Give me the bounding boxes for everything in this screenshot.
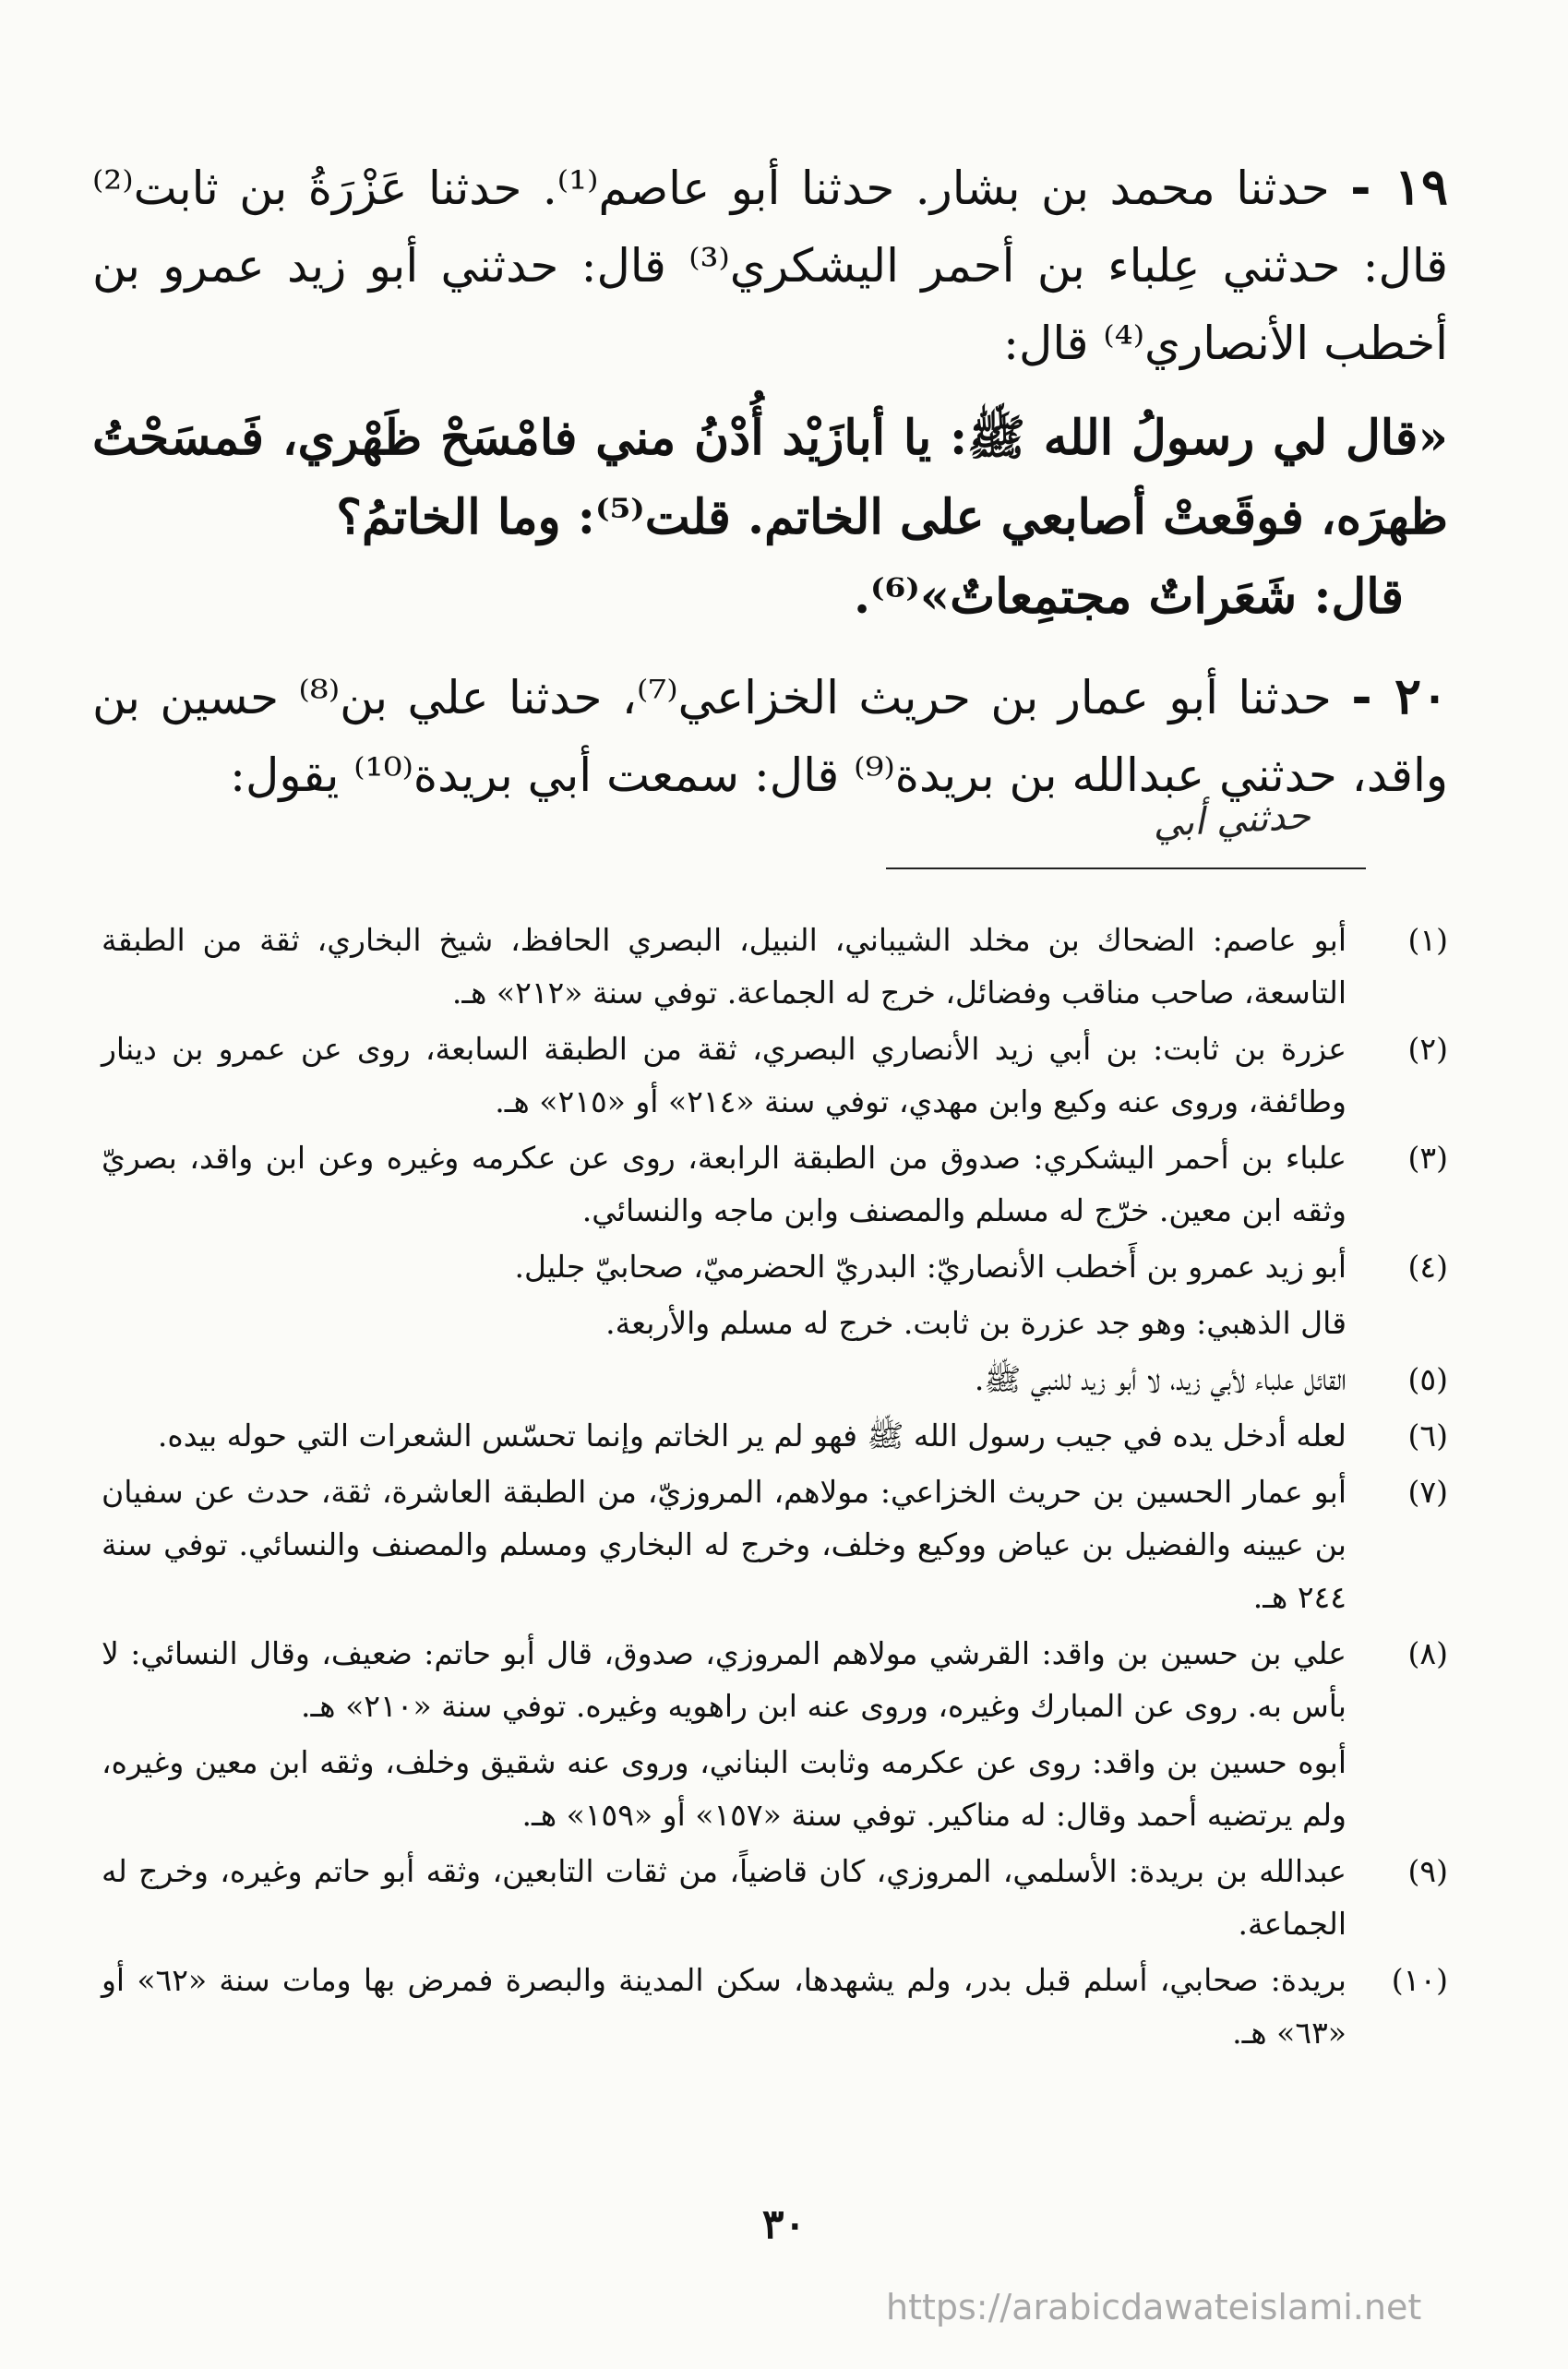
page-number: ٣٠ [761,2201,807,2248]
footnote [102,914,1448,1019]
watermark-url: https://arabicdawateislami.net [886,2287,1422,2327]
footnote-text: أبو عمار الحسين بن حريث الخزاعي: مولاهم، المروزيّ، من الطبقة العاشرة، ثقة، حدث عن سفيان بن عيينه والفضيل بن عياض ووكيع وخلف، وخرج له البخاري ومسلم والمصنف والنسائي. توفي سنة ٢٤٤ هـ. [102,1474,1347,1615]
footnote-number: (٨) [1407,1635,1448,1671]
footnote-number: (٣) [1407,1140,1448,1176]
footnote-text: القائل علباء لأبي زيد، لا أبو زيد للنبي ﷺ. [974,1361,1347,1397]
quote-end: قال: شَعَراتٌ مجتمِعاتٌ»⁽⁶⁾. [853,568,1404,625]
hadith-19 [92,148,1448,382]
footnote-number: (٥) [1407,1361,1448,1397]
hadith-text: حدثنا أبو عمار بن حريث الخزاعي⁽⁷⁾، حدثنا علي بن⁽⁸⁾ حسين بن واقد، حدثني عبدالله بن بريدة⁽⁹⁾ قال: سمعت أبي بريدة⁽¹⁰⁾ يقول: [92,671,1448,802]
footnote-continuation [102,1297,1448,1349]
hadith-number: ٢٠ - [1351,666,1448,725]
footnote [102,1409,1448,1462]
footnote [102,1023,1448,1128]
footnote-number: (٩) [1407,1853,1448,1889]
footnote-number: (١) [1407,922,1448,958]
footnote-number: (١٠) [1391,1962,1448,1998]
footnote-continuation [102,1736,1448,1841]
footnote-text: بريدة: صحابي، أسلم قبل بدر، ولم يشهدها، سكن المدينة والبصرة فمرض بها ومات سنة «٦٢» أو «٦٣» هـ. [102,1962,1347,2051]
footnote [102,1131,1448,1237]
footnote-text: أبو زيد عمرو بن أَخطب الأنصاريّ: البدريّ الحضرميّ، صحابيّ جليل. [514,1249,1347,1285]
footnote-text: قال الذهبي: وهو جد عزرة بن ثابت. خرج له مسلم والأربعة. [605,1305,1347,1341]
quote-text: «قال لي رسولُ الله ﷺ: يا أبازَيْد أُدْنُ مني فامْسَحْ ظَهْري، فَمسَحْتُ ظهرَه، فوقَعتْ أصابعي على الخاتم. قلت⁽⁵⁾: وما الخاتمُ؟ [92,410,1448,545]
footnote-number: (٤) [1407,1249,1448,1285]
footnote-text: علباء بن أحمر اليشكري: صدوق من الطبقة الرابعة، روى عن عكرمه وغيره وعن ابن واقد، بصريّ وثقه ابن معين. خرّج له مسلم والمصنف وابن ماجه والنسائي. [102,1140,1347,1228]
hadith-quote [92,399,1448,637]
footnote [102,1954,1448,2059]
footnote-number: (٦) [1407,1418,1448,1454]
footnote-number: (٧) [1407,1474,1448,1510]
footnote-text: أبوه حسين بن واقد: روى عن عكرمه وثابت البناني، وروى عنه شقيق وخلف، وثقه ابن معين وغيره، ولم يرتضيه أحمد وقال: له مناكير. توفي سنة «١٥٧» أو «١٥٩» هـ. [102,1744,1347,1833]
footnote-text: لعله أدخل يده في جيب رسول الله ﷺ فهو لم ير الخاتم وإنما تحسّس الشعرات التي حوله بيده. [157,1418,1347,1454]
footnote-text: أبو عاصم: الضحاك بن مخلد الشيباني، النبيل، البصري الحافظ، شيخ البخاري، ثقة من الطبقة التاسعة، صاحب مناقب وفضائل، خرج له الجماعة. توفي سنة «٢١٢» هـ. [102,922,1347,1011]
hadith-number: ١٩ - [1350,157,1448,216]
main-text [92,148,1448,831]
footnote-text: عبدالله بن بريدة: الأسلمي، المروزي، كان قاضياً، من ثقات التابعين، وثقه أبو حاتم وغيره، وخرج له الجماعة. [102,1853,1347,1942]
footnote-number: (٢) [1407,1031,1448,1067]
footnote [102,1353,1448,1406]
footnotes [102,914,1448,2063]
footnote-text: عزرة بن ثابت: بن أبي زيد الأنصاري البصري، ثقة من الطبقة السابعة، روى عن عمرو بن دينار وطائفة، وروى عنه وكيع وابن مهدي، توفي سنة «٢١٤» أو «٢١٥» هـ. [102,1031,1347,1119]
footnote [102,1845,1448,1950]
footnote [102,1466,1448,1623]
hadith-text: حدثنا محمد بن بشار. حدثنا أبو عاصم⁽¹⁾. حدثنا عَزْرَةُ بن ثابت⁽²⁾ قال: حدثني عِلباء بن أحمر اليشكري⁽³⁾ قال: حدثني أبو زيد عمرو بن أخطب الأنصاري⁽⁴⁾ قال: [92,162,1448,370]
footnote [102,1240,1448,1293]
footnote [102,1627,1448,1732]
hadith-20 [92,657,1448,814]
footnote-divider [886,867,1366,869]
footnote-text: علي بن حسين بن واقد: القرشي مولاهم المروزي، صدوق، قال أبو حاتم: ضعيف، وقال النسائي: لا بأس به. روى عن المبارك وغيره، وروى عنه ابن راهويه وغيره. توفي سنة «٢١٠» هـ. [102,1635,1347,1724]
handwritten-note: حدثني أبي [1152,795,1311,846]
